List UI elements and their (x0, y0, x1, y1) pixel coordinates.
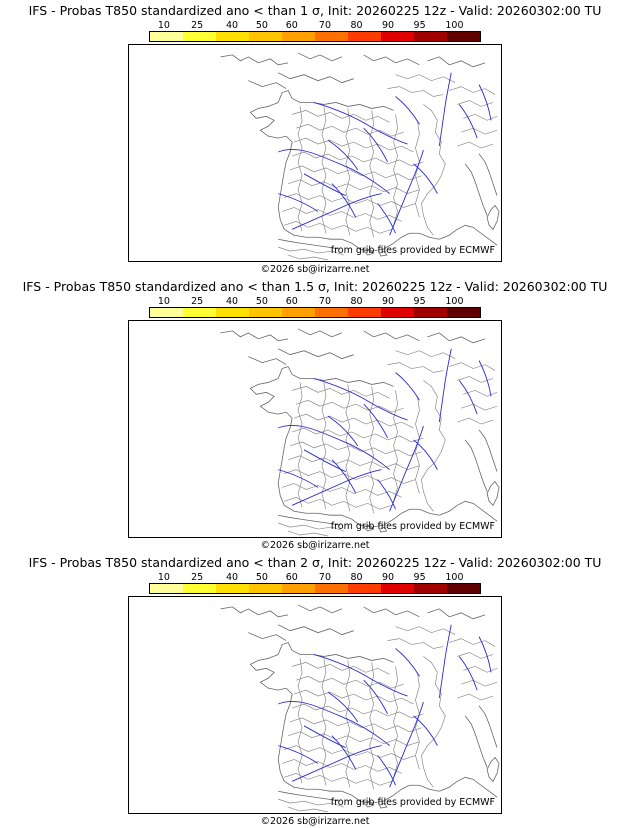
colorbar-segment (249, 584, 282, 593)
colorbar-segment (315, 308, 348, 317)
ecmwf-credit: from grib files provided by ECMWF (330, 797, 495, 808)
colorbar-tick: 25 (191, 572, 204, 583)
colorbar-segment (150, 308, 183, 317)
ecmwf-credit: from grib files provided by ECMWF (330, 245, 495, 256)
map-coastlines (221, 329, 500, 532)
colorbar-tick: 90 (381, 20, 395, 31)
colorbar-tick: 80 (350, 296, 363, 307)
colorbar-tick: 25 (191, 296, 204, 307)
colorbar-segment (348, 584, 381, 593)
colorbar-segment (150, 584, 183, 593)
colorbar-segment (348, 308, 381, 317)
colorbar-segment (414, 32, 447, 41)
colorbar-tick: 50 (255, 20, 268, 31)
colorbar-tick: 60 (285, 572, 298, 583)
map-canvas-3 (128, 596, 502, 814)
colorbar-segment (282, 32, 315, 41)
colorbar-tick: 100 (445, 20, 464, 31)
colorbar-tick: 10 (157, 296, 170, 307)
colorbar-tick: 95 (413, 20, 426, 31)
panel-title: IFS - Probas T850 standardized ano < than 1 σ, Init: 20260225 12z - Valid: 20260302:00 TU (28, 3, 602, 18)
colorbar-segment (150, 32, 183, 41)
forecast-panel-2 (0, 276, 630, 552)
colorbar-tick: 60 (285, 20, 298, 31)
colorbar-tick: 50 (255, 572, 268, 583)
colorbar-tick: 50 (255, 296, 268, 307)
colorbar-segment (315, 584, 348, 593)
colorbar-tick-labels (149, 296, 481, 307)
colorbar-segment (381, 308, 414, 317)
colorbar-tick: 60 (285, 296, 298, 307)
colorbar-tick: 100 (445, 572, 464, 583)
colorbar-2 (149, 296, 481, 318)
map-rivers (278, 625, 491, 787)
colorbar-tick: 25 (191, 20, 204, 31)
colorbar-tick: 70 (318, 572, 331, 583)
colorbar-tick: 70 (318, 20, 331, 31)
colorbar-segment (447, 584, 480, 593)
map-canvas-2 (128, 320, 502, 538)
colorbar-tick: 10 (157, 572, 170, 583)
colorbar-segment (447, 32, 480, 41)
site-credit: ©2026 sb@irizarre.net (260, 816, 370, 827)
colorbar-segment (216, 32, 249, 41)
colorbar-tick: 40 (225, 20, 239, 31)
colorbar-segment (216, 584, 249, 593)
map-vector-3 (129, 597, 501, 813)
colorbar-segment (348, 32, 381, 41)
colorbar-gradient (149, 583, 481, 594)
colorbar-tick-labels (149, 572, 481, 583)
site-credit: ©2026 sb@irizarre.net (260, 540, 370, 551)
colorbar-segment (183, 32, 216, 41)
map-coastlines (221, 605, 500, 808)
colorbar-segment (414, 308, 447, 317)
colorbar-segment (447, 308, 480, 317)
map-coastlines (221, 53, 501, 256)
forecast-panel-3 (0, 552, 630, 828)
colorbar-tick: 40 (225, 572, 239, 583)
panel-title: IFS - Probas T850 standardized ano < than 1.5 σ, Init: 20260225 12z - Valid: 20260302:00 TU (22, 279, 608, 294)
colorbar-1 (149, 20, 481, 42)
colorbar-segment (282, 584, 315, 593)
colorbar-tick: 80 (350, 20, 363, 31)
colorbar-tick: 90 (381, 296, 395, 307)
colorbar-3 (149, 572, 481, 594)
panel-title: IFS - Probas T850 standardized ano < than 2 σ, Init: 20260225 12z - Valid: 20260302:00 TU (28, 555, 602, 570)
colorbar-tick: 80 (350, 572, 363, 583)
colorbar-tick-labels (149, 20, 481, 31)
colorbar-gradient (149, 307, 481, 318)
colorbar-segment (249, 32, 282, 41)
colorbar-segment (249, 308, 282, 317)
map-canvas-1 (128, 44, 502, 262)
map-vector-2 (129, 321, 501, 537)
colorbar-tick: 40 (225, 296, 239, 307)
ecmwf-credit: from grib files provided by ECMWF (330, 521, 495, 532)
map-vector-1 (129, 45, 501, 261)
colorbar-segment (282, 308, 315, 317)
colorbar-segment (414, 584, 447, 593)
colorbar-tick: 95 (413, 296, 426, 307)
site-credit: ©2026 sb@irizarre.net (260, 264, 370, 275)
colorbar-tick: 10 (157, 20, 170, 31)
colorbar-tick: 100 (445, 296, 464, 307)
colorbar-tick: 90 (381, 572, 395, 583)
colorbar-segment (183, 584, 216, 593)
colorbar-segment (381, 32, 414, 41)
colorbar-segment (381, 584, 414, 593)
map-rivers (278, 73, 491, 235)
colorbar-tick: 70 (318, 296, 331, 307)
forecast-panel-1 (0, 0, 630, 276)
colorbar-gradient (149, 31, 481, 42)
colorbar-segment (216, 308, 249, 317)
colorbar-segment (183, 308, 216, 317)
map-rivers (278, 349, 491, 511)
colorbar-segment (315, 32, 348, 41)
colorbar-tick: 95 (413, 572, 426, 583)
